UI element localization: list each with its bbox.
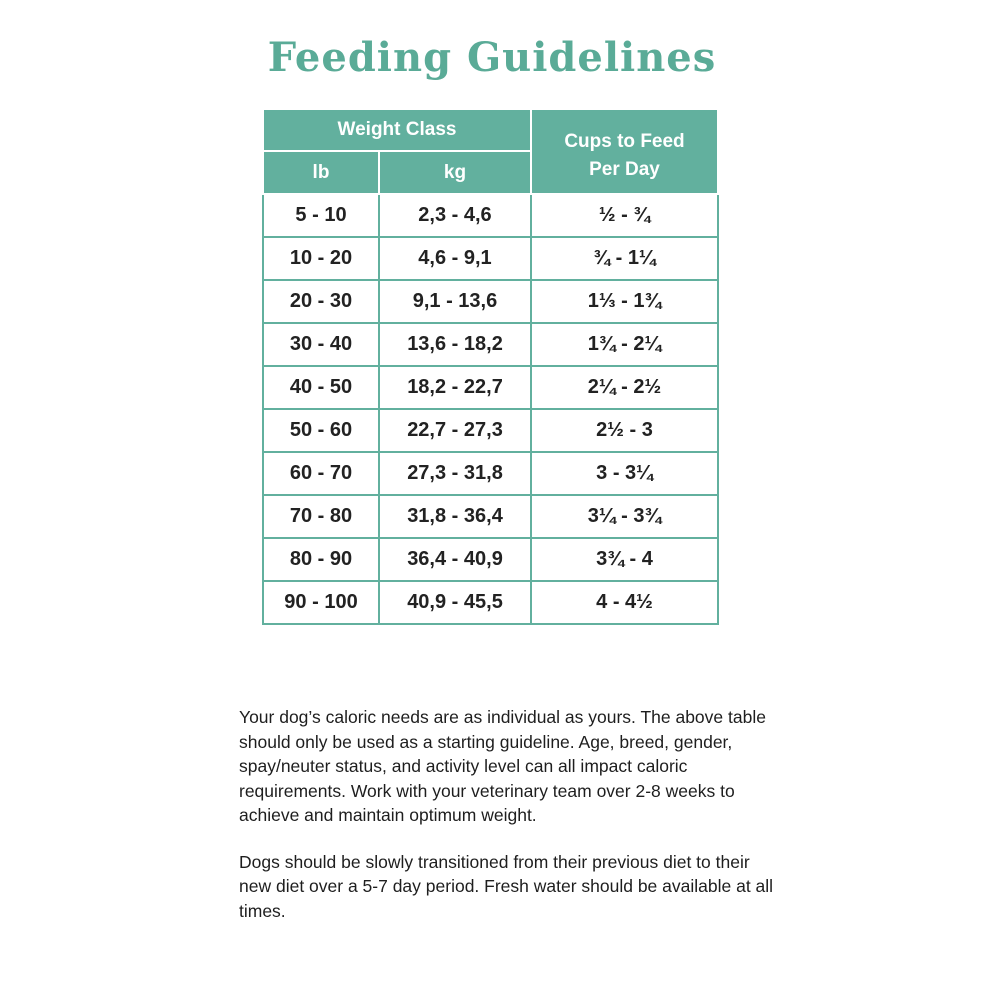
table-row bbox=[263, 495, 718, 538]
kg-cell: 31,8 - 36,4 bbox=[379, 495, 531, 538]
cups-per-day-header bbox=[531, 109, 718, 194]
lb-cell: 70 - 80 bbox=[263, 495, 379, 538]
lb-cell: 40 - 50 bbox=[263, 366, 379, 409]
kg-cell: 9,1 - 13,6 bbox=[379, 280, 531, 323]
page-title: Feeding Guidelines bbox=[267, 34, 717, 81]
kg-cell: 13,6 - 18,2 bbox=[379, 323, 531, 366]
cups-cell: 1⅓ - 1¾ bbox=[531, 280, 718, 323]
cups-cell: 4 - 4½ bbox=[531, 581, 718, 624]
cups-cell: 3 - 3¼ bbox=[531, 452, 718, 495]
kg-cell: 22,7 - 27,3 bbox=[379, 409, 531, 452]
kg-cell: 40,9 - 45,5 bbox=[379, 581, 531, 624]
kg-cell: 4,6 - 9,1 bbox=[379, 237, 531, 280]
table-row bbox=[263, 366, 718, 409]
table-row bbox=[263, 581, 718, 624]
cups-cell: ¾ - 1¼ bbox=[531, 237, 718, 280]
table-row bbox=[263, 323, 718, 366]
lb-cell: 30 - 40 bbox=[263, 323, 379, 366]
kg-cell: 27,3 - 31,8 bbox=[379, 452, 531, 495]
kg-cell: 2,3 - 4,6 bbox=[379, 194, 531, 237]
cups-cell: 2½ - 3 bbox=[531, 409, 718, 452]
lb-cell: 50 - 60 bbox=[263, 409, 379, 452]
cups-header-line1: Cups to Feed bbox=[564, 131, 685, 152]
lb-cell: 10 - 20 bbox=[263, 237, 379, 280]
kg-cell: 36,4 - 40,9 bbox=[379, 538, 531, 581]
kg-header: kg bbox=[379, 151, 531, 194]
table-row bbox=[263, 409, 718, 452]
cups-cell: 3¾ - 4 bbox=[531, 538, 718, 581]
lb-cell: 60 - 70 bbox=[263, 452, 379, 495]
lb-cell: 20 - 30 bbox=[263, 280, 379, 323]
lb-header: lb bbox=[263, 151, 379, 194]
table-body bbox=[263, 194, 718, 624]
weight-class-header: Weight Class bbox=[263, 109, 531, 151]
cups-cell: 1¾ - 2¼ bbox=[531, 323, 718, 366]
cups-cell: 2¼ - 2½ bbox=[531, 366, 718, 409]
table-row bbox=[263, 237, 718, 280]
feeding-table bbox=[262, 108, 719, 625]
feeding-notes bbox=[239, 705, 779, 945]
table-row bbox=[263, 452, 718, 495]
table-row bbox=[263, 538, 718, 581]
table-row bbox=[263, 194, 718, 237]
cups-cell: 3¼ - 3¾ bbox=[531, 495, 718, 538]
note-paragraph: Dogs should be slowly transitioned from their previous diet to their new diet over a 5-7 day period. Fresh water should be available at all times. bbox=[239, 851, 774, 921]
cups-cell: ½ - ¾ bbox=[531, 194, 718, 237]
table-header bbox=[263, 109, 718, 194]
kg-cell: 18,2 - 22,7 bbox=[379, 366, 531, 409]
lb-cell: 80 - 90 bbox=[263, 538, 379, 581]
lb-cell: 90 - 100 bbox=[263, 581, 379, 624]
cups-header-line2: Per Day bbox=[589, 159, 660, 180]
note-paragraph: Your dog’s caloric needs are as individual as yours. The above table should only be used as a starting guideline. Age, breed, gender, spay/neuter status, and activity level can all impact caloric requirements. Work with your veterinary team over 2-8 weeks to achieve and maintain optimum weight. bbox=[239, 707, 766, 825]
lb-cell: 5 - 10 bbox=[263, 194, 379, 237]
table-row bbox=[263, 280, 718, 323]
